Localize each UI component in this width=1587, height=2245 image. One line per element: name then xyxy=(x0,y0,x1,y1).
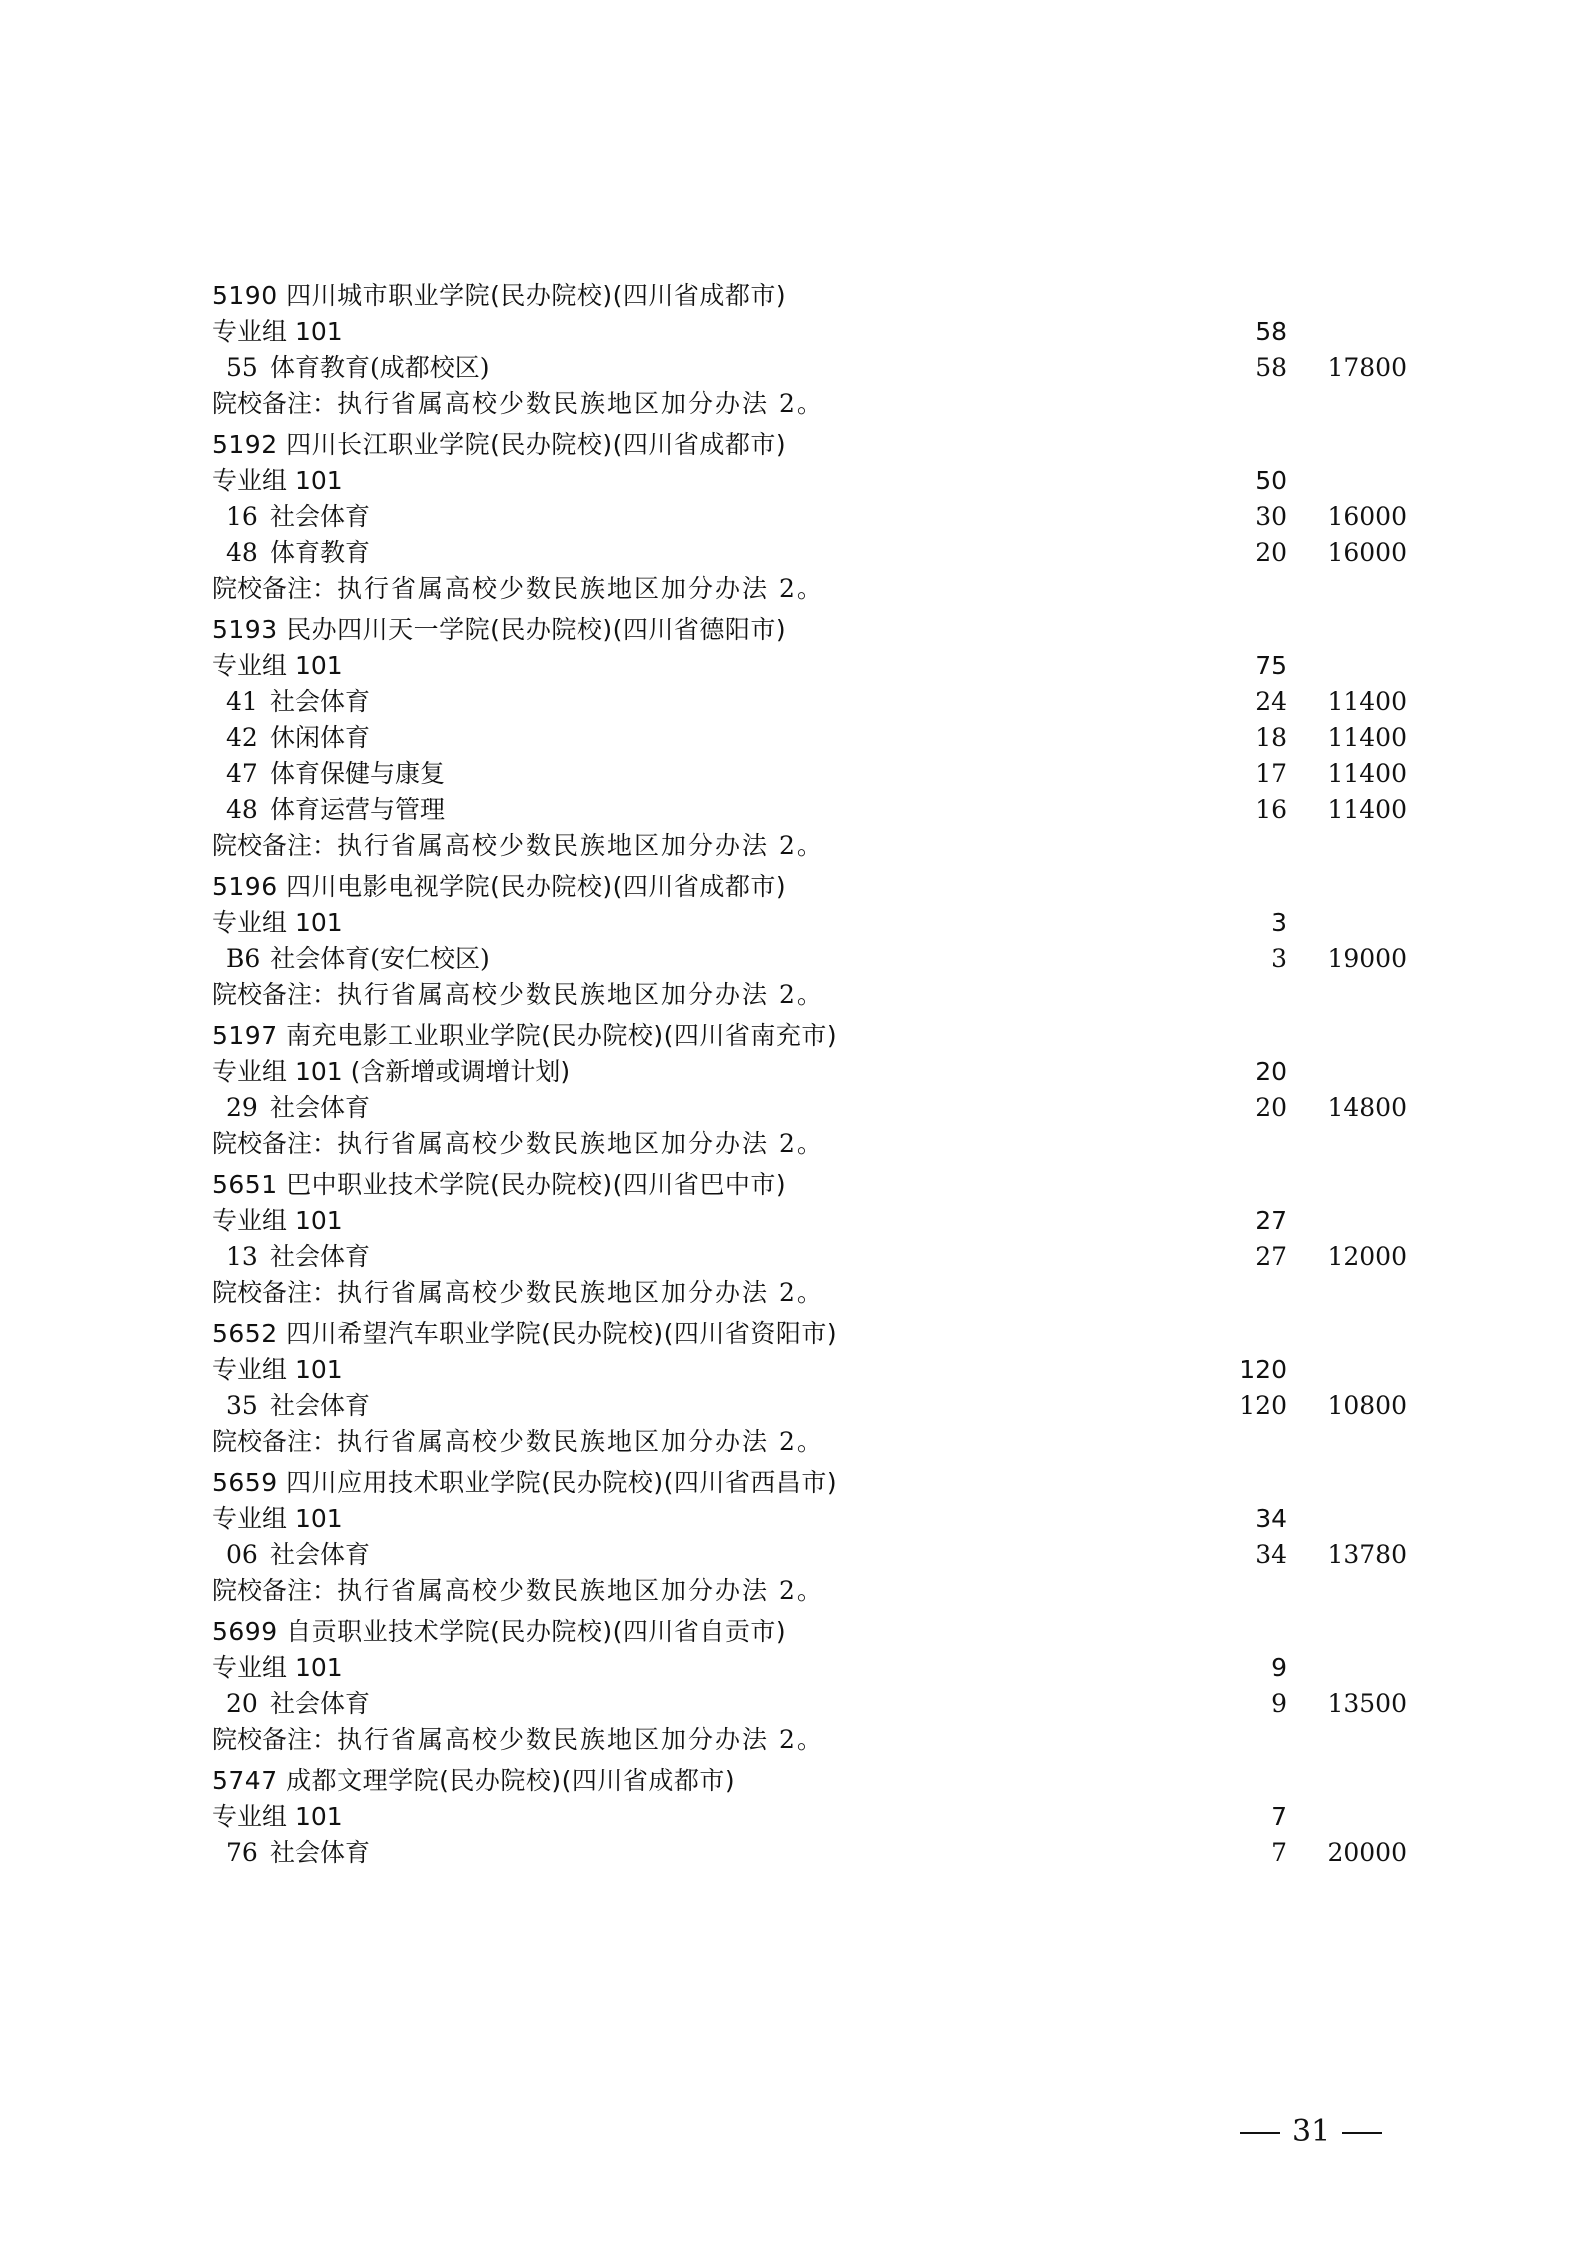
school-title: 5196 四川电影电视学院(民办院校)(四川省成都市) xyxy=(212,872,787,901)
major-count: 7 xyxy=(1271,1838,1287,1867)
major-group-row xyxy=(212,905,1432,941)
major-code: 20 xyxy=(226,1689,258,1718)
school-title: 5193 民办四川天一学院(民办院校)(四川省德阳市) xyxy=(212,615,787,644)
page-number-dash-left xyxy=(1240,2132,1280,2134)
major-row xyxy=(212,499,1432,535)
school-remark-text: 执行省属高校少数民族地区加分办法 2。 xyxy=(337,1278,824,1307)
major-group-label: 专业组 101 xyxy=(212,1355,343,1384)
major-group-row xyxy=(212,1352,1432,1388)
school-remark-label: 院校备注： xyxy=(212,1427,338,1456)
major-row xyxy=(212,1537,1432,1573)
school-block xyxy=(212,1167,1432,1311)
school-remark-text: 执行省属高校少数民族地区加分办法 2。 xyxy=(337,980,824,1009)
major-group-row xyxy=(212,463,1432,499)
major-count: 3 xyxy=(1271,944,1287,973)
school-remark-text: 执行省属高校少数民族地区加分办法 2。 xyxy=(337,1427,824,1456)
major-name: 社会体育 xyxy=(270,502,371,531)
school-title: 5651 巴中职业技术学院(民办院校)(四川省巴中市) xyxy=(212,1170,787,1199)
major-fee: 19000 xyxy=(1327,944,1407,973)
major-count: 20 xyxy=(1255,1093,1287,1122)
school-remark-label: 院校备注： xyxy=(212,1725,338,1754)
major-fee: 10800 xyxy=(1327,1391,1407,1420)
school-block xyxy=(212,1614,1432,1758)
major-row xyxy=(212,1388,1432,1424)
school-title: 5699 自贡职业技术学院(民办院校)(四川省自贡市) xyxy=(212,1617,787,1646)
major-row xyxy=(212,684,1432,720)
major-count: 30 xyxy=(1255,502,1287,531)
major-code: 48 xyxy=(226,538,258,567)
major-row xyxy=(212,941,1432,977)
major-name: 社会体育 xyxy=(270,687,371,716)
major-row xyxy=(212,720,1432,756)
major-name: 社会体育(安仁校区) xyxy=(270,944,490,973)
major-group-count: 58 xyxy=(1255,317,1287,346)
major-name: 社会体育 xyxy=(270,1540,371,1569)
major-group-row xyxy=(212,1799,1432,1835)
major-group-count: 75 xyxy=(1255,651,1287,680)
school-remark-text: 执行省属高校少数民族地区加分办法 2。 xyxy=(337,1576,824,1605)
major-count: 20 xyxy=(1255,538,1287,567)
major-code: 47 xyxy=(226,759,258,788)
major-group-row xyxy=(212,648,1432,684)
page-number-value: 31 xyxy=(1292,2114,1331,2149)
major-row xyxy=(212,1090,1432,1126)
school-remark-label: 院校备注： xyxy=(212,980,338,1009)
school-remark-label: 院校备注： xyxy=(212,831,338,860)
school-title: 5192 四川长江职业学院(民办院校)(四川省成都市) xyxy=(212,430,787,459)
major-count: 27 xyxy=(1255,1242,1287,1271)
school-block xyxy=(212,1316,1432,1460)
major-row xyxy=(212,1835,1432,1871)
major-group-label: 专业组 101 xyxy=(212,317,343,346)
major-group-row xyxy=(212,1501,1432,1537)
major-name: 社会体育 xyxy=(270,1242,371,1271)
school-remark-label: 院校备注： xyxy=(212,1129,338,1158)
major-group-count: 7 xyxy=(1271,1802,1287,1831)
school-block xyxy=(212,1763,1432,1871)
major-count: 58 xyxy=(1255,353,1287,382)
school-title: 5659 四川应用技术职业学院(民办院校)(四川省西昌市) xyxy=(212,1468,838,1497)
major-count: 16 xyxy=(1255,795,1287,824)
major-code: 29 xyxy=(226,1093,258,1122)
major-group-label: 专业组 101 xyxy=(212,1504,343,1533)
major-name: 社会体育 xyxy=(270,1093,371,1122)
major-fee: 12000 xyxy=(1327,1242,1407,1271)
major-group-count: 34 xyxy=(1255,1504,1287,1533)
school-block xyxy=(212,427,1432,607)
major-group-count: 20 xyxy=(1255,1057,1287,1086)
major-group-row xyxy=(212,1650,1432,1686)
major-row xyxy=(212,792,1432,828)
school-remark-text: 执行省属高校少数民族地区加分办法 2。 xyxy=(337,389,824,418)
major-group-count: 27 xyxy=(1255,1206,1287,1235)
major-fee: 13780 xyxy=(1327,1540,1407,1569)
school-remark-text: 执行省属高校少数民族地区加分办法 2。 xyxy=(337,831,824,860)
school-block xyxy=(212,1465,1432,1609)
major-name: 体育运营与管理 xyxy=(270,795,446,824)
school-remark xyxy=(212,1573,1432,1609)
major-row xyxy=(212,756,1432,792)
major-group-label: 专业组 101 xyxy=(212,1653,343,1682)
major-fee: 20000 xyxy=(1327,1838,1407,1867)
major-fee: 11400 xyxy=(1327,759,1407,788)
major-code: 42 xyxy=(226,723,258,752)
major-group-row xyxy=(212,314,1432,350)
major-name: 体育教育 xyxy=(270,538,371,567)
major-group-row xyxy=(212,1203,1432,1239)
major-code: 41 xyxy=(226,687,258,716)
major-group-label: 专业组 101 xyxy=(212,651,343,680)
major-code: 55 xyxy=(226,353,258,382)
school-remark-label: 院校备注： xyxy=(212,574,338,603)
major-code: B6 xyxy=(226,944,261,973)
school-block xyxy=(212,869,1432,1013)
school-remark xyxy=(212,1275,1432,1311)
major-count: 120 xyxy=(1239,1391,1287,1420)
major-fee: 16000 xyxy=(1327,538,1407,567)
school-remark-text: 执行省属高校少数民族地区加分办法 2。 xyxy=(337,1129,824,1158)
major-group-count: 120 xyxy=(1239,1355,1287,1384)
major-code: 48 xyxy=(226,795,258,824)
school-remark xyxy=(212,1424,1432,1460)
school-remark-text: 执行省属高校少数民族地区加分办法 2。 xyxy=(337,574,824,603)
school-remark xyxy=(212,1722,1432,1758)
major-fee: 13500 xyxy=(1327,1689,1407,1718)
major-count: 9 xyxy=(1271,1689,1287,1718)
major-code: 35 xyxy=(226,1391,258,1420)
major-code: 06 xyxy=(226,1540,258,1569)
major-count: 17 xyxy=(1255,759,1287,788)
major-fee: 11400 xyxy=(1327,687,1407,716)
major-name: 社会体育 xyxy=(270,1391,371,1420)
major-fee: 14800 xyxy=(1327,1093,1407,1122)
page-number xyxy=(1240,2112,1382,2152)
major-count: 24 xyxy=(1255,687,1287,716)
major-code: 16 xyxy=(226,502,258,531)
school-remark-text: 执行省属高校少数民族地区加分办法 2。 xyxy=(337,1725,824,1754)
school-title: 5652 四川希望汽车职业学院(民办院校)(四川省资阳市) xyxy=(212,1319,838,1348)
major-group-label: 专业组 101 (含新增或调增计划) xyxy=(212,1057,571,1086)
school-title: 5190 四川城市职业学院(民办院校)(四川省成都市) xyxy=(212,281,787,310)
major-name: 社会体育 xyxy=(270,1838,371,1867)
major-row xyxy=(212,1686,1432,1722)
school-remark xyxy=(212,828,1432,864)
major-fee: 16000 xyxy=(1327,502,1407,531)
major-row xyxy=(212,350,1432,386)
major-name: 体育保健与康复 xyxy=(270,759,446,788)
school-block xyxy=(212,1018,1432,1162)
school-remark-label: 院校备注： xyxy=(212,1278,338,1307)
page-number-dash-right xyxy=(1342,2132,1382,2134)
school-remark xyxy=(212,977,1432,1013)
major-group-label: 专业组 101 xyxy=(212,1802,343,1831)
school-title: 5197 南充电影工业职业学院(民办院校)(四川省南充市) xyxy=(212,1021,838,1050)
major-group-label: 专业组 101 xyxy=(212,1206,343,1235)
major-group-label: 专业组 101 xyxy=(212,908,343,937)
school-remark xyxy=(212,571,1432,607)
major-group-row xyxy=(212,1054,1432,1090)
school-remark-label: 院校备注： xyxy=(212,389,338,418)
major-fee: 11400 xyxy=(1327,795,1407,824)
school-remark xyxy=(212,1126,1432,1162)
school-title: 5747 成都文理学院(民办院校)(四川省成都市) xyxy=(212,1766,736,1795)
major-count: 18 xyxy=(1255,723,1287,752)
major-code: 13 xyxy=(226,1242,258,1271)
major-name: 体育教育(成都校区) xyxy=(270,353,490,382)
major-group-count: 9 xyxy=(1271,1653,1287,1682)
major-name: 社会体育 xyxy=(270,1689,371,1718)
major-fee: 17800 xyxy=(1327,353,1407,382)
major-name: 休闲体育 xyxy=(270,723,371,752)
school-remark-label: 院校备注： xyxy=(212,1576,338,1605)
major-fee: 11400 xyxy=(1327,723,1407,752)
school-remark xyxy=(212,386,1432,422)
major-group-count: 50 xyxy=(1255,466,1287,495)
major-group-label: 专业组 101 xyxy=(212,466,343,495)
major-row xyxy=(212,535,1432,571)
major-row xyxy=(212,1239,1432,1275)
school-block xyxy=(212,612,1432,864)
major-count: 34 xyxy=(1255,1540,1287,1569)
major-group-count: 3 xyxy=(1271,908,1287,937)
major-code: 76 xyxy=(226,1838,258,1867)
admission-plan-list xyxy=(212,278,1432,1876)
school-block xyxy=(212,278,1432,422)
